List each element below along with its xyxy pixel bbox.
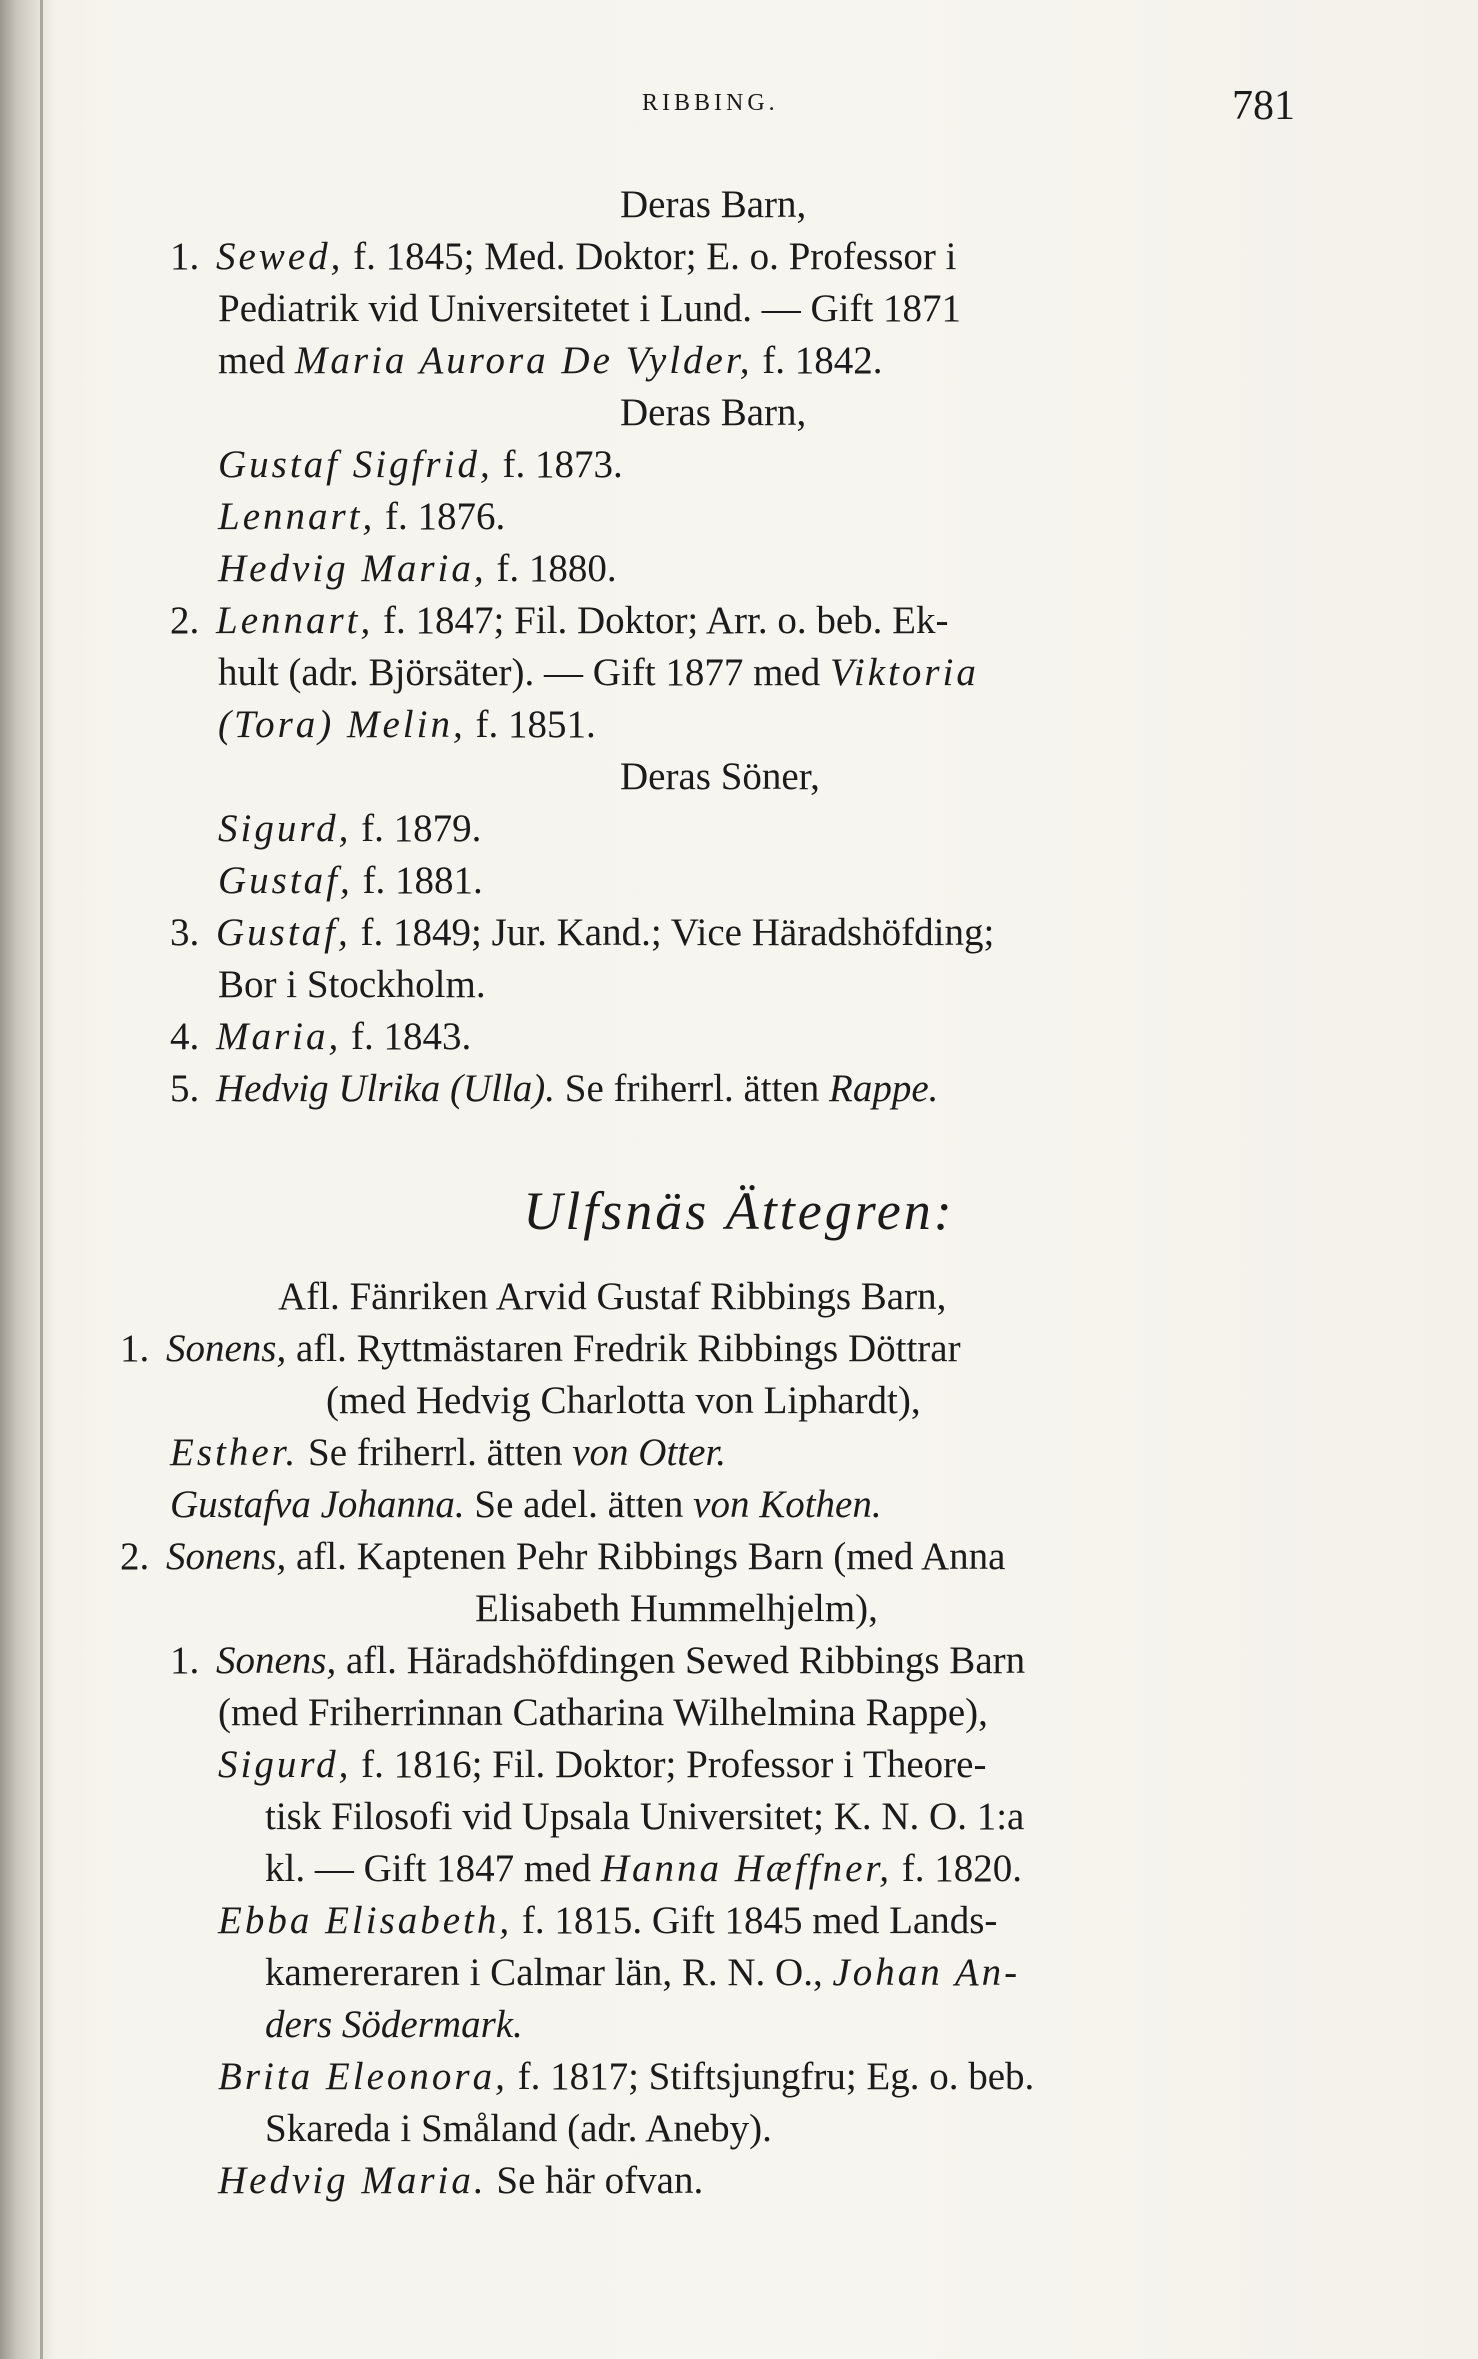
family-name: von Otter. (572, 1431, 727, 1474)
person-name: Sigurd, (218, 807, 352, 850)
text-line: (med Hedvig Charlotta von Liphardt), (326, 1379, 921, 1422)
person-name: Johan An- (832, 1951, 1021, 1994)
text-line: Brita Eleonora, f. 1817; Stiftsjungfru; Eg. o. beb. (218, 2055, 1035, 2098)
entry-line: 2. Lennart, f. 1847; Fil. Doktor; Arr. o. beb. Ek- (170, 596, 948, 646)
entry-number: 2. (120, 1535, 150, 1578)
entry-number: 5. (170, 1067, 200, 1110)
person-name: Maria Aurora De Vylder, (294, 339, 753, 382)
text-line: Elisabeth Hummelhjelm), (475, 1587, 878, 1630)
person-name: Sonens, (166, 1327, 287, 1370)
person-name: Hedvig Maria, (218, 547, 487, 590)
entry-number: 1. (170, 1639, 200, 1682)
entry-line: 1. Sewed, f. 1845; Med. Doktor; E. o. Professor i (170, 232, 957, 282)
person-name: Sigurd, (218, 1743, 352, 1786)
text-line: Hedvig Maria, f. 1880. (218, 547, 617, 590)
text-line: kl. — Gift 1847 med Hanna Hæffner, f. 1820. (265, 1847, 1022, 1890)
entry-number: 4. (170, 1015, 200, 1058)
text-line: Deras Söner, (620, 755, 820, 798)
person-name: ders Södermark. (265, 2003, 523, 2046)
entry-line: 1. Sonens, afl. Häradshöfdingen Sewed Ribbings Barn (170, 1636, 1025, 1686)
person-name: Sonens, (216, 1639, 337, 1682)
entry-number: 1. (120, 1327, 150, 1370)
person-name: Lennart, (216, 599, 374, 642)
entry-number: 2. (170, 599, 200, 642)
text-line: Sigurd, f. 1816; Fil. Doktor; Professor i Theore- (218, 1743, 987, 1786)
text-line: Skareda i Småland (adr. Aneby). (265, 2107, 772, 2150)
text-line: Gustafva Johanna. Se adel. ätten von Kothen. (170, 1483, 882, 1526)
text-line: (Tora) Melin, f. 1851. (218, 703, 596, 746)
entry-line: 2. Sonens, afl. Kaptenen Pehr Ribbings Barn (med Anna (120, 1532, 1005, 1582)
text-line: (med Friherrinnan Catharina Wilhelmina Rappe), (218, 1691, 988, 1734)
text-line: Afl. Fänriken Arvid Gustaf Ribbings Barn, (278, 1275, 947, 1318)
person-name: Hedvig Ulrika (Ulla). (216, 1067, 556, 1110)
person-name: Hanna Hæffner, (600, 1847, 892, 1890)
person-name: (Tora) Melin, (218, 703, 466, 746)
text-line: med Maria Aurora De Vylder, f. 1842. (218, 339, 883, 382)
person-name: Sonens, (166, 1535, 287, 1578)
person-name: Lennart, (218, 495, 376, 538)
text-line: Deras Barn, (620, 183, 807, 226)
text-line: Hedvig Maria. Se här ofvan. (218, 2159, 704, 2202)
person-name: Ebba Elisabeth, (218, 1899, 513, 1942)
person-name: Viktoria (829, 651, 979, 694)
entry-line: 3. Gustaf, f. 1849; Jur. Kand.; Vice Häradshöfding; (170, 908, 994, 958)
person-name: Gustaf, (218, 859, 353, 902)
entry-line: 5. Hedvig Ulrika (Ulla). Se friherrl. ätten Rappe. (170, 1064, 938, 1114)
person-name: Esther. (170, 1431, 299, 1474)
text-line: Bor i Stockholm. (218, 963, 486, 1006)
text-line: Lennart, f. 1876. (218, 495, 506, 538)
person-name: Gustaf Sigfrid, (218, 443, 493, 486)
text-line: hult (adr. Björsäter). — Gift 1877 med Viktoria (218, 651, 979, 694)
person-name: Sewed, (216, 235, 344, 278)
page-number: 781 (1232, 83, 1295, 129)
text-line: Pediatrik vid Universitetet i Lund. — Gift 1871 (218, 287, 962, 330)
person-name: Brita Eleonora, (218, 2055, 508, 2098)
section-title: Ulfsnäs Ättegren: (523, 1181, 955, 1241)
text-line: tisk Filosofi vid Upsala Universitet; K. N. O. 1:a (265, 1795, 1025, 1838)
text-line: Ebba Elisabeth, f. 1815. Gift 1845 med Lands- (218, 1899, 998, 1942)
person-name: Gustaf, (216, 911, 351, 954)
text-line: Deras Barn, (620, 391, 807, 434)
text-line: kamereraren i Calmar län, R. N. O., Johan An- (265, 1951, 1021, 1994)
text-line: Esther. Se friherrl. ätten von Otter. (170, 1431, 727, 1474)
text-line: Gustaf, f. 1881. (218, 859, 483, 902)
family-name: von Kothen. (693, 1483, 882, 1526)
entry-number: 1. (170, 235, 200, 278)
person-name: Gustafva Johanna. (170, 1483, 465, 1526)
entry-line: 4. Maria, f. 1843. (170, 1012, 471, 1062)
entry-line: 1. Sonens, afl. Ryttmästaren Fredrik Ribbings Döttrar (120, 1324, 961, 1374)
page-header (0, 82, 1478, 132)
text-line: Sigurd, f. 1879. (218, 807, 482, 850)
person-name: Hedvig Maria. (218, 2159, 487, 2202)
entry-number: 3. (170, 911, 200, 954)
running-head: RIBBING. (642, 90, 779, 116)
family-name: Rappe. (829, 1067, 939, 1110)
person-name: Maria, (216, 1015, 342, 1058)
text-line: Gustaf Sigfrid, f. 1873. (218, 443, 623, 486)
text-line (265, 2000, 523, 2050)
